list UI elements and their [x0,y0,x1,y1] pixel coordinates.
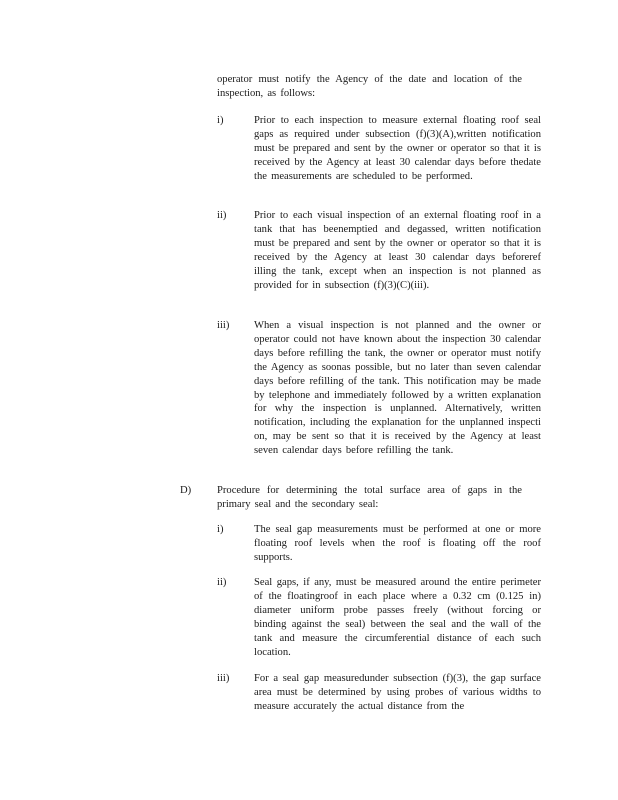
item-text: When a visual inspection is not planned and the owner or operator could not have known about the inspection 30 calendar days before refilling the tank, the owner or operator must notify the Agency as soonas possible, but no later than seven calendar days before refilling of the tank. This notification may be made by telephone and immediately followed by a written explanation for why the inspection is unplanned. Alternatively, written notification, including the explanation for the unplanned inspecti on, may be sent so that it is received by the Agency at least seven calendar days before refilling the tank. [254,320,541,457]
item-text: Prior to each visual inspection of an external floating roof in a tank that has beenemptied and degassed, written notification must be prepared and sent by the owner or operator so that it is received by the Agency at least 30 calendar days beforeref illing the tank, except when an inspection is not planned as provided for in subsection (f)(3)(C)(iii). [254,210,541,291]
item-text: For a seal gap measuredunder subsection (f)(3), the gap surface area must be determined by using probes of various widths to measure accurately the actual distance from the [254,673,541,712]
item-number: iii) [217,320,230,331]
item-text: Seal gaps, if any, must be measured around the entire perimeter of the floatingroof in each place where a 0.32 cm (0.125 in) diameter uniform probe passes freely (without forcing or binding against the seal) between the seal and the wall of the tank and measure the circumferential distance of each such location. [254,577,541,658]
item-number: i) [217,524,224,535]
section-heading-text: Procedure for determining the total surface area of gaps in the primary seal and the secondary seal: [217,485,522,510]
item-text: The seal gap measurements must be performed at one or more floating roof levels when the roof is floating off the roof supports. [254,524,541,563]
section-label: D) [180,485,192,496]
item-text: Prior to each inspection to measure external floating roof seal gaps as required under subsection (f)(3)(A),written notification must be prepared and sent by the owner or operator so that it is received by the Agency at least 30 calendar days before thedate the measurements are scheduled to be performed. [254,115,541,182]
item-number: iii) [217,673,230,684]
item-number: ii) [217,210,227,221]
item-number: i) [217,115,224,126]
intro-paragraph: operator must notify the Agency of the date and location of the inspection, as follows: [217,74,522,99]
item-number: ii) [217,577,227,588]
